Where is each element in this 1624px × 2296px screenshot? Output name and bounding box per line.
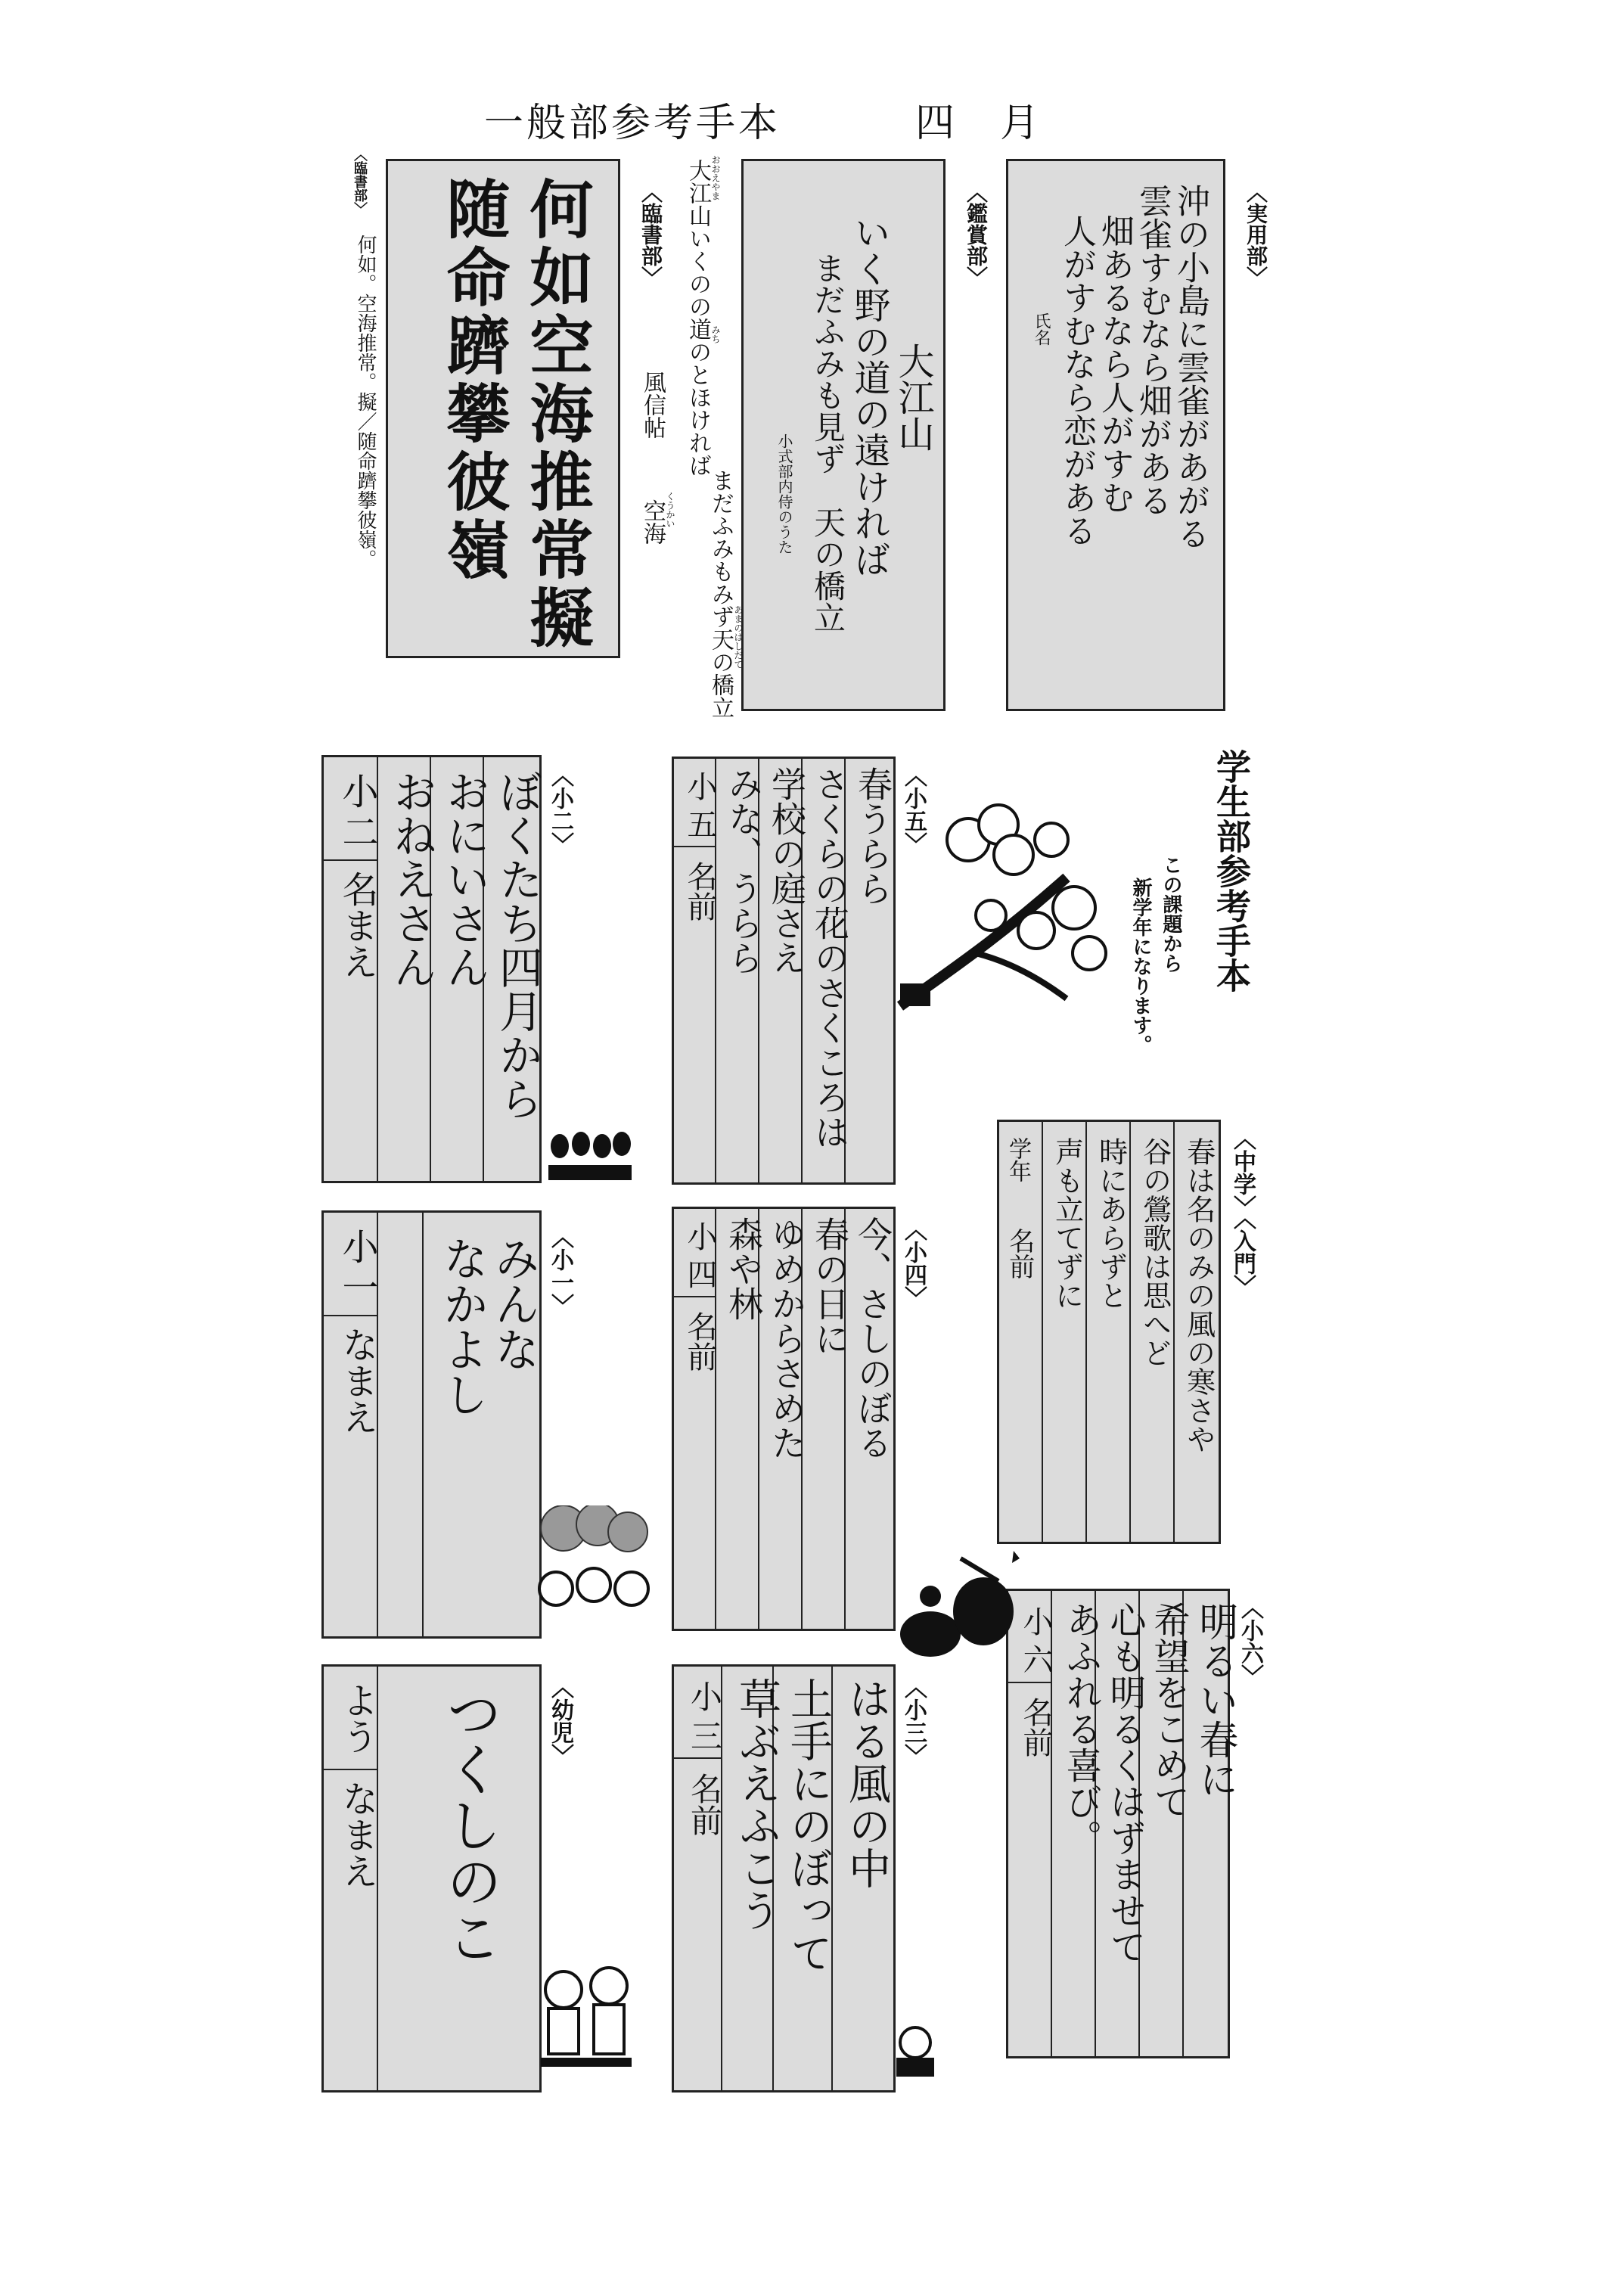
teapot-illustration xyxy=(885,1528,1044,1664)
chu-line-3: 時にあらずと xyxy=(1094,1137,1128,1310)
sho6-line-2: 希望をこめて xyxy=(1147,1602,1190,1819)
sho5-label: 〈小五〉 xyxy=(900,764,927,855)
jitsuyo-line-1: 沖の小島に雲雀があがる xyxy=(1171,184,1209,550)
rinsho-line-1: 何如空海推常擬 xyxy=(520,176,595,653)
sho1-line-1: みんな xyxy=(487,1235,540,1372)
sho3-label: 〈小三〉 xyxy=(900,1676,927,1766)
rinsho-line-2: 随命躋攀彼嶺 xyxy=(436,176,511,585)
sho5-grade-1: 小 xyxy=(682,771,717,801)
sho1-sheet xyxy=(321,1210,542,1639)
sho1-name: なまえ xyxy=(336,1326,378,1435)
sho4-line-2: 春の日に xyxy=(809,1216,850,1356)
chu-line-1: 春は名のみの風の寒さや xyxy=(1182,1137,1216,1453)
kansho-label: 〈鑑賞部〉 xyxy=(964,182,989,287)
children-under-tree-illustration xyxy=(533,1505,654,1619)
yoji-line-1: つくしのこ xyxy=(437,1685,502,1965)
sho5-line-4: みな、うらら xyxy=(723,766,764,975)
rinsho-note-label: 〈臨書部〉 xyxy=(352,148,368,216)
jitsuyo-line-2: 雲雀すむなら畑がある xyxy=(1133,184,1172,517)
sho4-line-3: ゆめからさめた xyxy=(766,1216,807,1460)
yoji-name: なまえ xyxy=(336,1780,378,1889)
sho6-grade-2: 六 xyxy=(1018,1644,1053,1674)
cherry-blossom-illustration xyxy=(885,794,1127,1036)
sho3-grade-2: 三 xyxy=(686,1720,723,1751)
sho3-grade-1: 小 xyxy=(686,1680,723,1712)
sho1-line-2: なかよし xyxy=(436,1235,489,1417)
chu-footer-name: 名前 xyxy=(1004,1228,1035,1279)
sho3-line-1: はる風の中 xyxy=(842,1677,891,1889)
student-notice-1: この課題から xyxy=(1160,855,1182,973)
jitsuyo-line-4: 人がすむなら恋がある xyxy=(1057,214,1096,547)
sho2-line-1: ぼくたち四月から xyxy=(492,769,543,1120)
chu-footer-grade: 学年 xyxy=(1005,1137,1031,1182)
sho1-grade-1: 小 xyxy=(336,1228,378,1264)
sho4-line-4: 森や林 xyxy=(723,1216,764,1321)
jitsuyo-name: 氏名 xyxy=(1032,312,1051,346)
rinsho-source: 風信帖 xyxy=(639,371,666,439)
sho6-line-1: 明るい春に xyxy=(1192,1602,1237,1798)
kansho-signature: 小式部内侍のうた xyxy=(775,433,793,555)
sho5-line-3: 学校の庭さえ xyxy=(766,766,807,975)
student-title: 学生部参考手本 xyxy=(1211,749,1252,993)
sho6-label: 〈小六〉 xyxy=(1237,1596,1263,1687)
tulips-illustration xyxy=(545,1127,635,1188)
sho5-line-1: 春うらら xyxy=(852,766,893,906)
kansho-panel xyxy=(741,159,946,711)
kansho-line-2: いく野の道の遠ければ xyxy=(848,214,890,577)
sho6-line-4: あふれる喜び。 xyxy=(1060,1602,1102,1856)
sho4-label: 〈小四〉 xyxy=(900,1218,927,1309)
sho2-line-2: おにいさん xyxy=(439,769,490,989)
sho6-line-3: 心も明るくはずませて xyxy=(1104,1602,1146,1965)
kansho-line-1: 大江山 xyxy=(892,343,934,452)
sho4-grade-1: 小 xyxy=(682,1221,717,1251)
rinsho-author-ruby: くうかい xyxy=(665,492,675,528)
page-title: 一般部参考手本 xyxy=(484,101,781,146)
sho1-grade-2: 一 xyxy=(336,1269,378,1305)
sho2-name: 名まえ xyxy=(336,871,378,980)
sho3-sheet xyxy=(672,1664,896,2092)
kansho-ruby-oeyama: おおえやま xyxy=(710,155,721,200)
kansho-transcription-2: まだふみもみず天の橋立 xyxy=(707,469,734,719)
sho3-name: 名前 xyxy=(686,1772,723,1836)
rinsho-label: 〈臨書部〉 xyxy=(638,182,663,287)
rinsho-panel xyxy=(386,159,620,658)
jitsuyo-label: 〈実用部〉 xyxy=(1244,182,1268,287)
sho4-line-1: 今、さしのぼる xyxy=(852,1216,893,1460)
sho4-sheet xyxy=(672,1207,896,1631)
chu-label: 〈中学〉〈入門〉 xyxy=(1229,1127,1256,1297)
student-notice-2: 新学年になります。 xyxy=(1129,878,1152,1055)
kansho-ruby-amanohashidate: あまのはしだて xyxy=(733,605,744,669)
month-label: 四 月 xyxy=(915,101,1043,146)
yoji-grade: よう xyxy=(336,1682,378,1754)
jitsuyo-panel xyxy=(1006,159,1225,711)
sho4-name: 名前 xyxy=(682,1311,717,1372)
sho2-grade-2: 二 xyxy=(336,813,378,850)
sho5-name: 名前 xyxy=(682,861,717,921)
sho5-sheet xyxy=(672,757,896,1185)
chu-sheet xyxy=(997,1120,1221,1544)
sho3-line-2: 土手にのぼって xyxy=(784,1677,833,1974)
sho3-line-3: 草ぶえふこう xyxy=(732,1677,781,1931)
sho4-grade-2: 四 xyxy=(682,1259,717,1289)
kansho-ruby-michi: みち xyxy=(710,325,721,343)
rinsho-note-text: 何如。空海推常。擬／随命躋攀彼嶺。 xyxy=(354,235,377,569)
sho6-name: 名前 xyxy=(1018,1697,1053,1757)
yoji-label: 〈幼児〉 xyxy=(547,1676,573,1766)
chu-line-2: 谷の鶯歌は思へど xyxy=(1138,1137,1172,1367)
jitsuyo-line-3: 畑あるなら人がすむ xyxy=(1095,214,1134,514)
rinsho-author: 空海 xyxy=(639,499,666,545)
sho1-label: 〈小一〉 xyxy=(547,1226,573,1316)
children-walking-illustration xyxy=(533,1959,639,2080)
sho5-line-2: さくらの花のさくころは xyxy=(809,766,850,1149)
sho6-grade-1: 小 xyxy=(1018,1606,1053,1636)
sho2-label: 〈小二〉 xyxy=(547,764,573,855)
sho5-grade-2: 五 xyxy=(682,809,717,839)
yoji-sheet xyxy=(321,1664,542,2092)
sho2-line-3: おねえさん xyxy=(386,769,437,989)
kansho-transcription-1: 大江山いくのの道のとほければ xyxy=(685,159,711,477)
chu-line-4: 声も立てずに xyxy=(1050,1137,1084,1310)
sho2-grade-1: 小 xyxy=(336,772,378,809)
small-child-illustration xyxy=(885,2020,946,2080)
kansho-line-3: まだふみも見ず 天の橋立 xyxy=(809,252,846,633)
sho2-sheet xyxy=(321,755,542,1183)
